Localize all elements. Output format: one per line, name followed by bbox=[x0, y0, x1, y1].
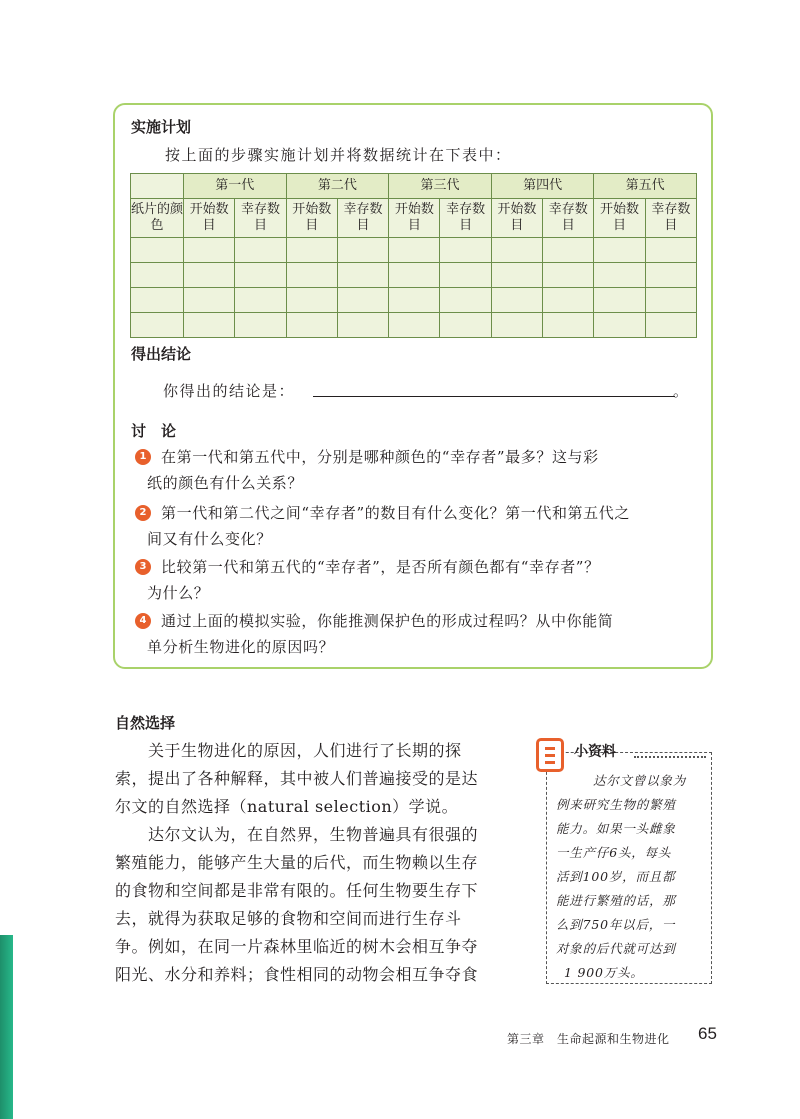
survivor-count-header: 幸存数目 bbox=[543, 199, 594, 238]
body-line: 的食物和空间都是非常有限的。任何生物要生存下 bbox=[115, 881, 479, 900]
survivor-count-header: 幸存数目 bbox=[235, 199, 286, 238]
conclusion-prompt: 你得出的结论是： bbox=[163, 382, 296, 400]
page-number: 65 bbox=[698, 1024, 717, 1043]
start-count-header: 开始数目 bbox=[389, 199, 440, 238]
conclusion-end-mark: 。 bbox=[673, 382, 689, 400]
survivor-count-header: 幸存数目 bbox=[337, 199, 388, 238]
body-line: 尔文的自然选择（natural selection）学说。 bbox=[115, 797, 459, 816]
body-line: 关于生物进化的原因，人们进行了长期的探 bbox=[148, 741, 462, 760]
color-col-header: 纸片的颜色 bbox=[131, 199, 184, 238]
question-line: 在第一代和第五代中，分别是哪种颜色的“幸存者”最多？这与彩 bbox=[161, 448, 599, 466]
number-badge-icon: 4 bbox=[135, 613, 151, 629]
question-line: 单分析生物进化的原因吗？ bbox=[147, 638, 335, 656]
corner-cell bbox=[131, 174, 184, 199]
sidebar-line: 对象的后代就可达到 bbox=[556, 941, 676, 956]
sidebar-title: 小资料 bbox=[574, 744, 616, 760]
plan-heading: 实施计划 bbox=[131, 118, 192, 136]
gen-3-header: 第三代 bbox=[389, 174, 492, 199]
question-line: 纸的颜色有什么关系？ bbox=[147, 474, 304, 492]
chapter-title: 第三章 生命起源和生物进化 bbox=[507, 1032, 670, 1046]
question-line: 第一代和第二代之间“幸存者”的数目有什么变化？第一代和第五代之 bbox=[161, 504, 630, 522]
sidebar-line: 能力。如果一头雌象 bbox=[556, 821, 676, 836]
table-row bbox=[131, 238, 697, 263]
body-line: 索，提出了各种解释，其中被人们普遍接受的是达 bbox=[115, 769, 479, 788]
sidebar-line: 一生产仔6头，每头 bbox=[556, 845, 672, 860]
sidebar-line: 例来研究生物的繁殖 bbox=[556, 797, 676, 812]
natural-selection-heading: 自然选择 bbox=[115, 714, 176, 732]
question-line: 比较第一代和第五代的“幸存者”，是否所有颜色都有“幸存者”？ bbox=[161, 558, 600, 576]
sidebar-divider bbox=[634, 756, 706, 758]
notebook-icon bbox=[536, 738, 564, 772]
gen-1-header: 第一代 bbox=[184, 174, 287, 199]
conclusion-heading: 得出结论 bbox=[131, 345, 192, 363]
start-count-header: 开始数目 bbox=[594, 199, 645, 238]
number-badge-icon: 3 bbox=[135, 559, 151, 575]
number-badge-icon: 1 bbox=[135, 449, 151, 465]
body-line: 阳光、水分和养料；食性相同的动物会相互争夺食 bbox=[115, 965, 479, 984]
question-line: 通过上面的模拟实验，你能推测保护色的形成过程吗？从中你能简 bbox=[161, 612, 614, 630]
sidebar-line: 能进行繁殖的话，那 bbox=[556, 893, 676, 908]
body-line: 达尔文认为，在自然界，生物普遍具有很强的 bbox=[148, 825, 479, 844]
gen-2-header: 第二代 bbox=[286, 174, 389, 199]
start-count-header: 开始数目 bbox=[491, 199, 542, 238]
body-line: 争。例如，在同一片森林里临近的树木会相互争夺 bbox=[115, 937, 479, 956]
page-edge-stripe bbox=[0, 935, 13, 1119]
sidebar-line: 1 900万头。 bbox=[564, 965, 644, 980]
generation-header-row bbox=[131, 174, 697, 199]
sub-header-row bbox=[131, 199, 697, 238]
question-line: 间又有什么变化？ bbox=[147, 530, 272, 548]
gen-4-header: 第四代 bbox=[491, 174, 594, 199]
body-line: 繁殖能力，能够产生大量的后代，而生物赖以生存 bbox=[115, 853, 479, 872]
sidebar-line: 活到100岁，而且都 bbox=[556, 869, 676, 884]
discussion-heading: 讨 论 bbox=[131, 422, 177, 440]
conclusion-answer-line bbox=[313, 396, 675, 397]
survivor-count-header: 幸存数目 bbox=[440, 199, 491, 238]
survivor-count-header: 幸存数目 bbox=[645, 199, 696, 238]
sidebar-line: 么到750年以后，一 bbox=[556, 917, 676, 932]
table-row bbox=[131, 313, 697, 338]
sidebar-line: 达尔文曾以象为 bbox=[593, 773, 687, 788]
table-row bbox=[131, 288, 697, 313]
body-line: 去，就得为获取足够的食物和空间而进行生存斗 bbox=[115, 909, 462, 928]
data-table bbox=[130, 173, 697, 338]
number-badge-icon: 2 bbox=[135, 505, 151, 521]
start-count-header: 开始数目 bbox=[184, 199, 235, 238]
gen-5-header: 第五代 bbox=[594, 174, 697, 199]
table-row bbox=[131, 263, 697, 288]
plan-instruction: 按上面的步骤实施计划并将数据统计在下表中： bbox=[165, 146, 512, 164]
start-count-header: 开始数目 bbox=[286, 199, 337, 238]
question-line: 为什么？ bbox=[147, 584, 210, 602]
